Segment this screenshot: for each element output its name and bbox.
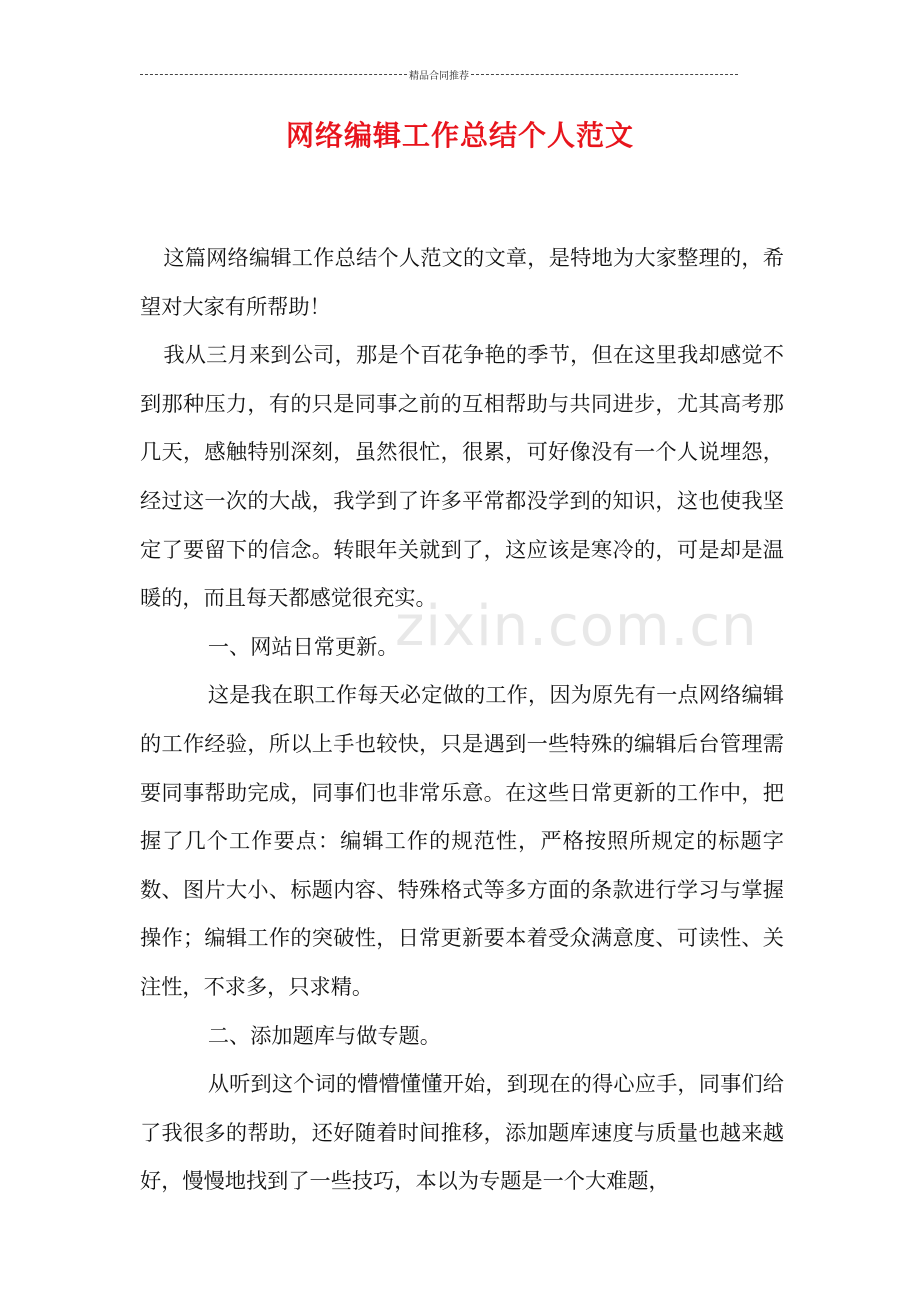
paragraph-question-bank: 从听到这个词的懵懵懂懂开始，到现在的得心应手，同事们给了我很多的帮助，还好随着时间推移，添加题库速度与质量也越来越好，慢慢地找到了一些技巧，本以为专题是一个大难题，: [140, 1071, 784, 1194]
section-heading-2: 二、添加题库与做专题。: [207, 1022, 441, 1048]
paragraph-experience: 我从三月来到公司，那是个百花争艳的季节，但在这里我却感觉不到那种压力，有的只是同事之前的互相帮助与共同进步，尤其高考那几天，感触特别深刻，虽然很忙，很累，可好像没有一个人说埋怨，经过这一次的大战，我学到了许多平常都没学到的知识，这也使我坚定了要留下的信念。转眼年关就到了，这应该是寒冷的，可是却是温暖的，而且每天都感觉很充实。: [140, 342, 784, 611]
paragraph-intro: 这篇网络编辑工作总结个人范文的文章，是特地为大家整理的，希望对大家有所帮助！: [140, 245, 784, 319]
document-title: 网络编辑工作总结个人范文: [285, 119, 634, 152]
section-heading-1: 一、网站日常更新。: [207, 633, 399, 659]
watermark: zixin.com.cn: [395, 594, 758, 659]
document-body: [140, 234, 784, 1206]
header-dash-left: [140, 74, 407, 75]
paragraph-daily-update: 这是我在职工作每天必定做的工作，因为原先有一点网络编辑的工作经验，所以上手也较快，只是遇到一些特殊的编辑后台管理需要同事帮助完成，同事们也非常乐意。在这些日常更新的工作中，把握了几个工作要点：编辑工作的规范性，严格按照所规定的标题字数、图片大小、标题内容、特殊格式等多方面的条款进行学习与掌握操作；编辑工作的突破性，日常更新要本着受众满意度、可读性、关注性，不求多，只求精。: [140, 682, 784, 999]
page-header: [140, 66, 738, 82]
header-dash-right: [471, 74, 738, 75]
header-label: 精品合同推荐: [409, 70, 469, 82]
